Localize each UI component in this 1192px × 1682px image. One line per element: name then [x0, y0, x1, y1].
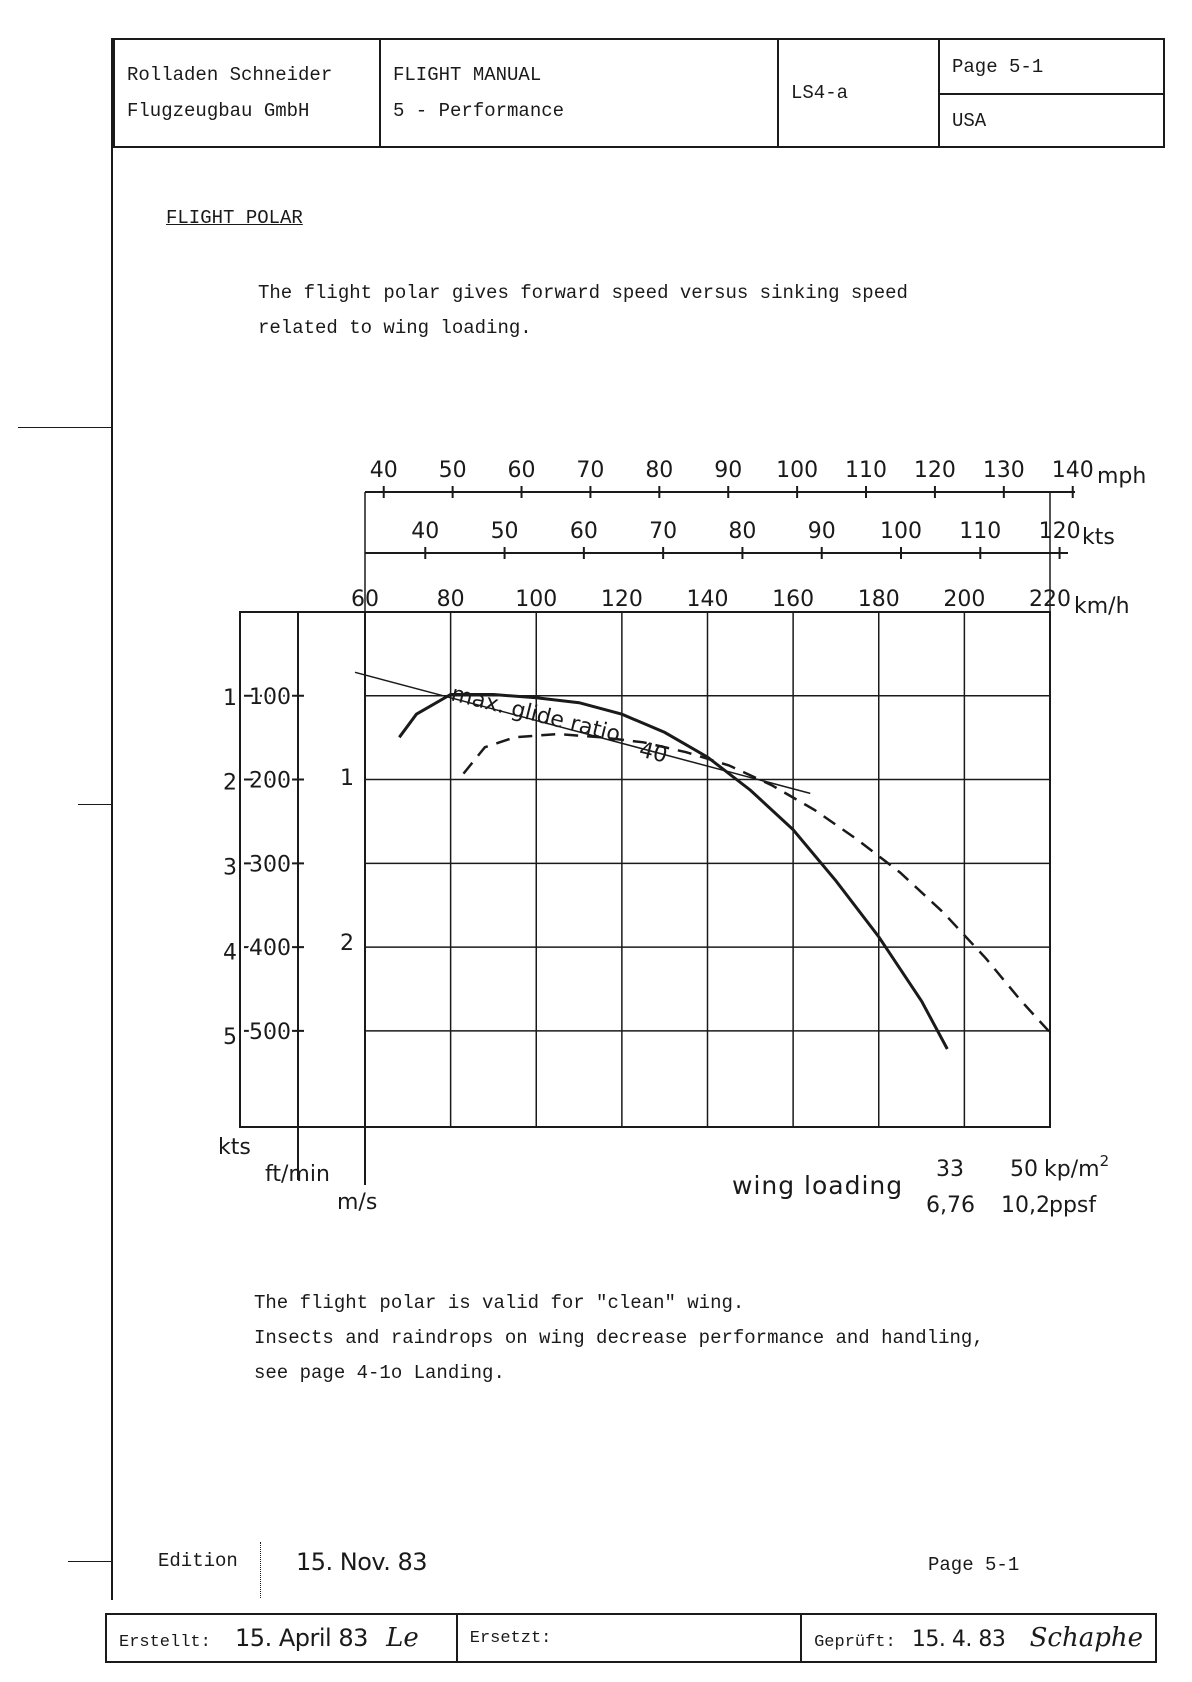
- kts-tick-label: 120: [1038, 519, 1081, 544]
- edition-divider: [260, 1542, 261, 1598]
- ms-y-ticks: [340, 766, 354, 956]
- wing-loading-50-imperial: 10,2: [1001, 1193, 1050, 1218]
- mph-tick-label: 130: [982, 458, 1025, 483]
- mph-tick-label: 110: [845, 458, 888, 483]
- wing-loading-33-imperial: 6,76: [926, 1193, 975, 1218]
- ersetzt-label: Ersetzt:: [469, 1628, 552, 1648]
- manual-title: FLIGHT MANUAL: [393, 64, 542, 86]
- footer-page-number: Page 5-1: [928, 1554, 1020, 1576]
- mph-tick-label: 100: [776, 458, 819, 483]
- validity-note: [254, 1286, 984, 1391]
- geprueft-label: Geprüft:: [814, 1633, 896, 1652]
- kts-tick-label: 110: [959, 519, 1002, 544]
- mph-tick-label: 60: [507, 458, 536, 483]
- kmh-tick-label: 80: [436, 587, 465, 612]
- kmh-tick-label: 60: [351, 587, 379, 612]
- kts-tick-label: 40: [411, 519, 440, 544]
- kts-y-tick-label: 1: [223, 685, 237, 711]
- kts-tick-label: 60: [569, 519, 598, 544]
- geprueft-signature: Schaphe: [1029, 1623, 1143, 1653]
- kts-unit-label: kts: [1082, 525, 1115, 550]
- ersetzt-cell: [457, 1614, 801, 1662]
- kts-y-tick-label: 4: [223, 940, 237, 966]
- ftmin-y-tick-label: 200: [249, 768, 291, 794]
- company-name: Rolladen Schneider: [127, 64, 333, 86]
- kmh-unit-label: km/h: [1074, 594, 1130, 619]
- mph-tick-label: 90: [714, 458, 743, 483]
- geprueft-date: 15. 4. 83: [911, 1627, 1006, 1652]
- ms-y-tick-label: 1: [340, 765, 354, 791]
- ftmin-y-tick-label: 300: [249, 852, 291, 878]
- kts-tick-label: 50: [490, 519, 519, 544]
- plot-frame: [240, 612, 1050, 1127]
- mph-tick-label: 140: [1051, 458, 1094, 483]
- wing-loading-imperial-unit: ppsf: [1049, 1193, 1097, 1218]
- kts-tick-label: 80: [728, 519, 757, 544]
- wing-loading-33-metric: 33: [936, 1157, 964, 1182]
- note-line: Insects and raindrops on wing decrease performance and handling,: [254, 1327, 984, 1349]
- intro-line: related to wing loading.: [258, 317, 532, 339]
- ftmin-unit-label: ft/min: [265, 1162, 330, 1187]
- model-name: LS4-a: [791, 82, 849, 104]
- kmh-tick-label: 120: [600, 587, 643, 612]
- kts-y-tick-label: 5: [223, 1025, 237, 1051]
- mph-tick-label: 40: [369, 458, 398, 483]
- ftmin-y-tick-label: 400: [249, 936, 291, 962]
- polar-curve-33kp: [399, 695, 947, 1050]
- note-line: The flight polar is valid for "clean" wing.: [254, 1292, 745, 1314]
- country-label: USA: [952, 109, 987, 132]
- kmh-tick-label: 160: [772, 587, 815, 612]
- kts-tick-label: 70: [649, 519, 678, 544]
- header-page-number: Page 5-1: [952, 55, 1044, 78]
- wing-loading-label: wing loading: [732, 1171, 904, 1200]
- kmh-ticks: [351, 587, 1071, 612]
- note-line: see page 4-1o Landing.: [254, 1362, 505, 1384]
- mph-tick-label: 120: [913, 458, 956, 483]
- kts-y-tick-label: 3: [223, 855, 237, 881]
- edition-label: Edition: [158, 1550, 238, 1572]
- glide-ratio-label: max. glide ratio: [448, 681, 623, 748]
- chapter-title: 5 - Performance: [393, 100, 565, 122]
- kts-y-tick-label: 2: [223, 770, 237, 796]
- wing-loading-metric-unit: $kp/m^2$: [1044, 1152, 1110, 1182]
- kmh-tick-label: 200: [943, 587, 986, 612]
- approval-footer: [105, 1613, 1157, 1663]
- erstellt-date: 15. April 83: [235, 1624, 368, 1652]
- erstellt-initials: Le: [386, 1623, 419, 1653]
- kmh-tick-label: 220: [1029, 587, 1071, 612]
- company-type: Flugzeugbau GmbH: [127, 100, 310, 122]
- kmh-tick-label: 100: [515, 587, 558, 612]
- mph-tick-label: 70: [576, 458, 605, 483]
- kmh-tick-label: 140: [686, 587, 729, 612]
- kts-y-unit-label: kts: [218, 1135, 251, 1160]
- erstellt-cell: [106, 1614, 457, 1662]
- kts-y-ticks: [223, 686, 237, 1050]
- mph-unit-label: mph: [1097, 464, 1147, 489]
- kts-tick-label: 100: [880, 519, 923, 544]
- ms-y-tick-label: 2: [340, 930, 354, 956]
- kmh-tick-label: 180: [857, 587, 900, 612]
- edition-date: 15. Nov. 83: [296, 1548, 428, 1576]
- ftmin-y-ticks: [244, 685, 304, 1045]
- erstellt-label: Erstellt:: [119, 1633, 211, 1652]
- intro-line: The flight polar gives forward speed versus sinking speed: [258, 282, 908, 304]
- ms-unit-label: m/s: [337, 1190, 378, 1215]
- section-title: FLIGHT POLAR: [166, 207, 303, 229]
- kts-tick-label: 90: [807, 519, 836, 544]
- mph-tick-label: 80: [645, 458, 674, 483]
- ftmin-y-tick-label: 100: [249, 684, 291, 710]
- geprueft-cell: [801, 1614, 1156, 1662]
- mph-tick-label: 50: [438, 458, 467, 483]
- ftmin-y-tick-label: 500: [249, 1019, 291, 1045]
- glide-ratio-value: 40: [636, 737, 670, 769]
- wing-loading-50-metric: 50: [1010, 1157, 1038, 1182]
